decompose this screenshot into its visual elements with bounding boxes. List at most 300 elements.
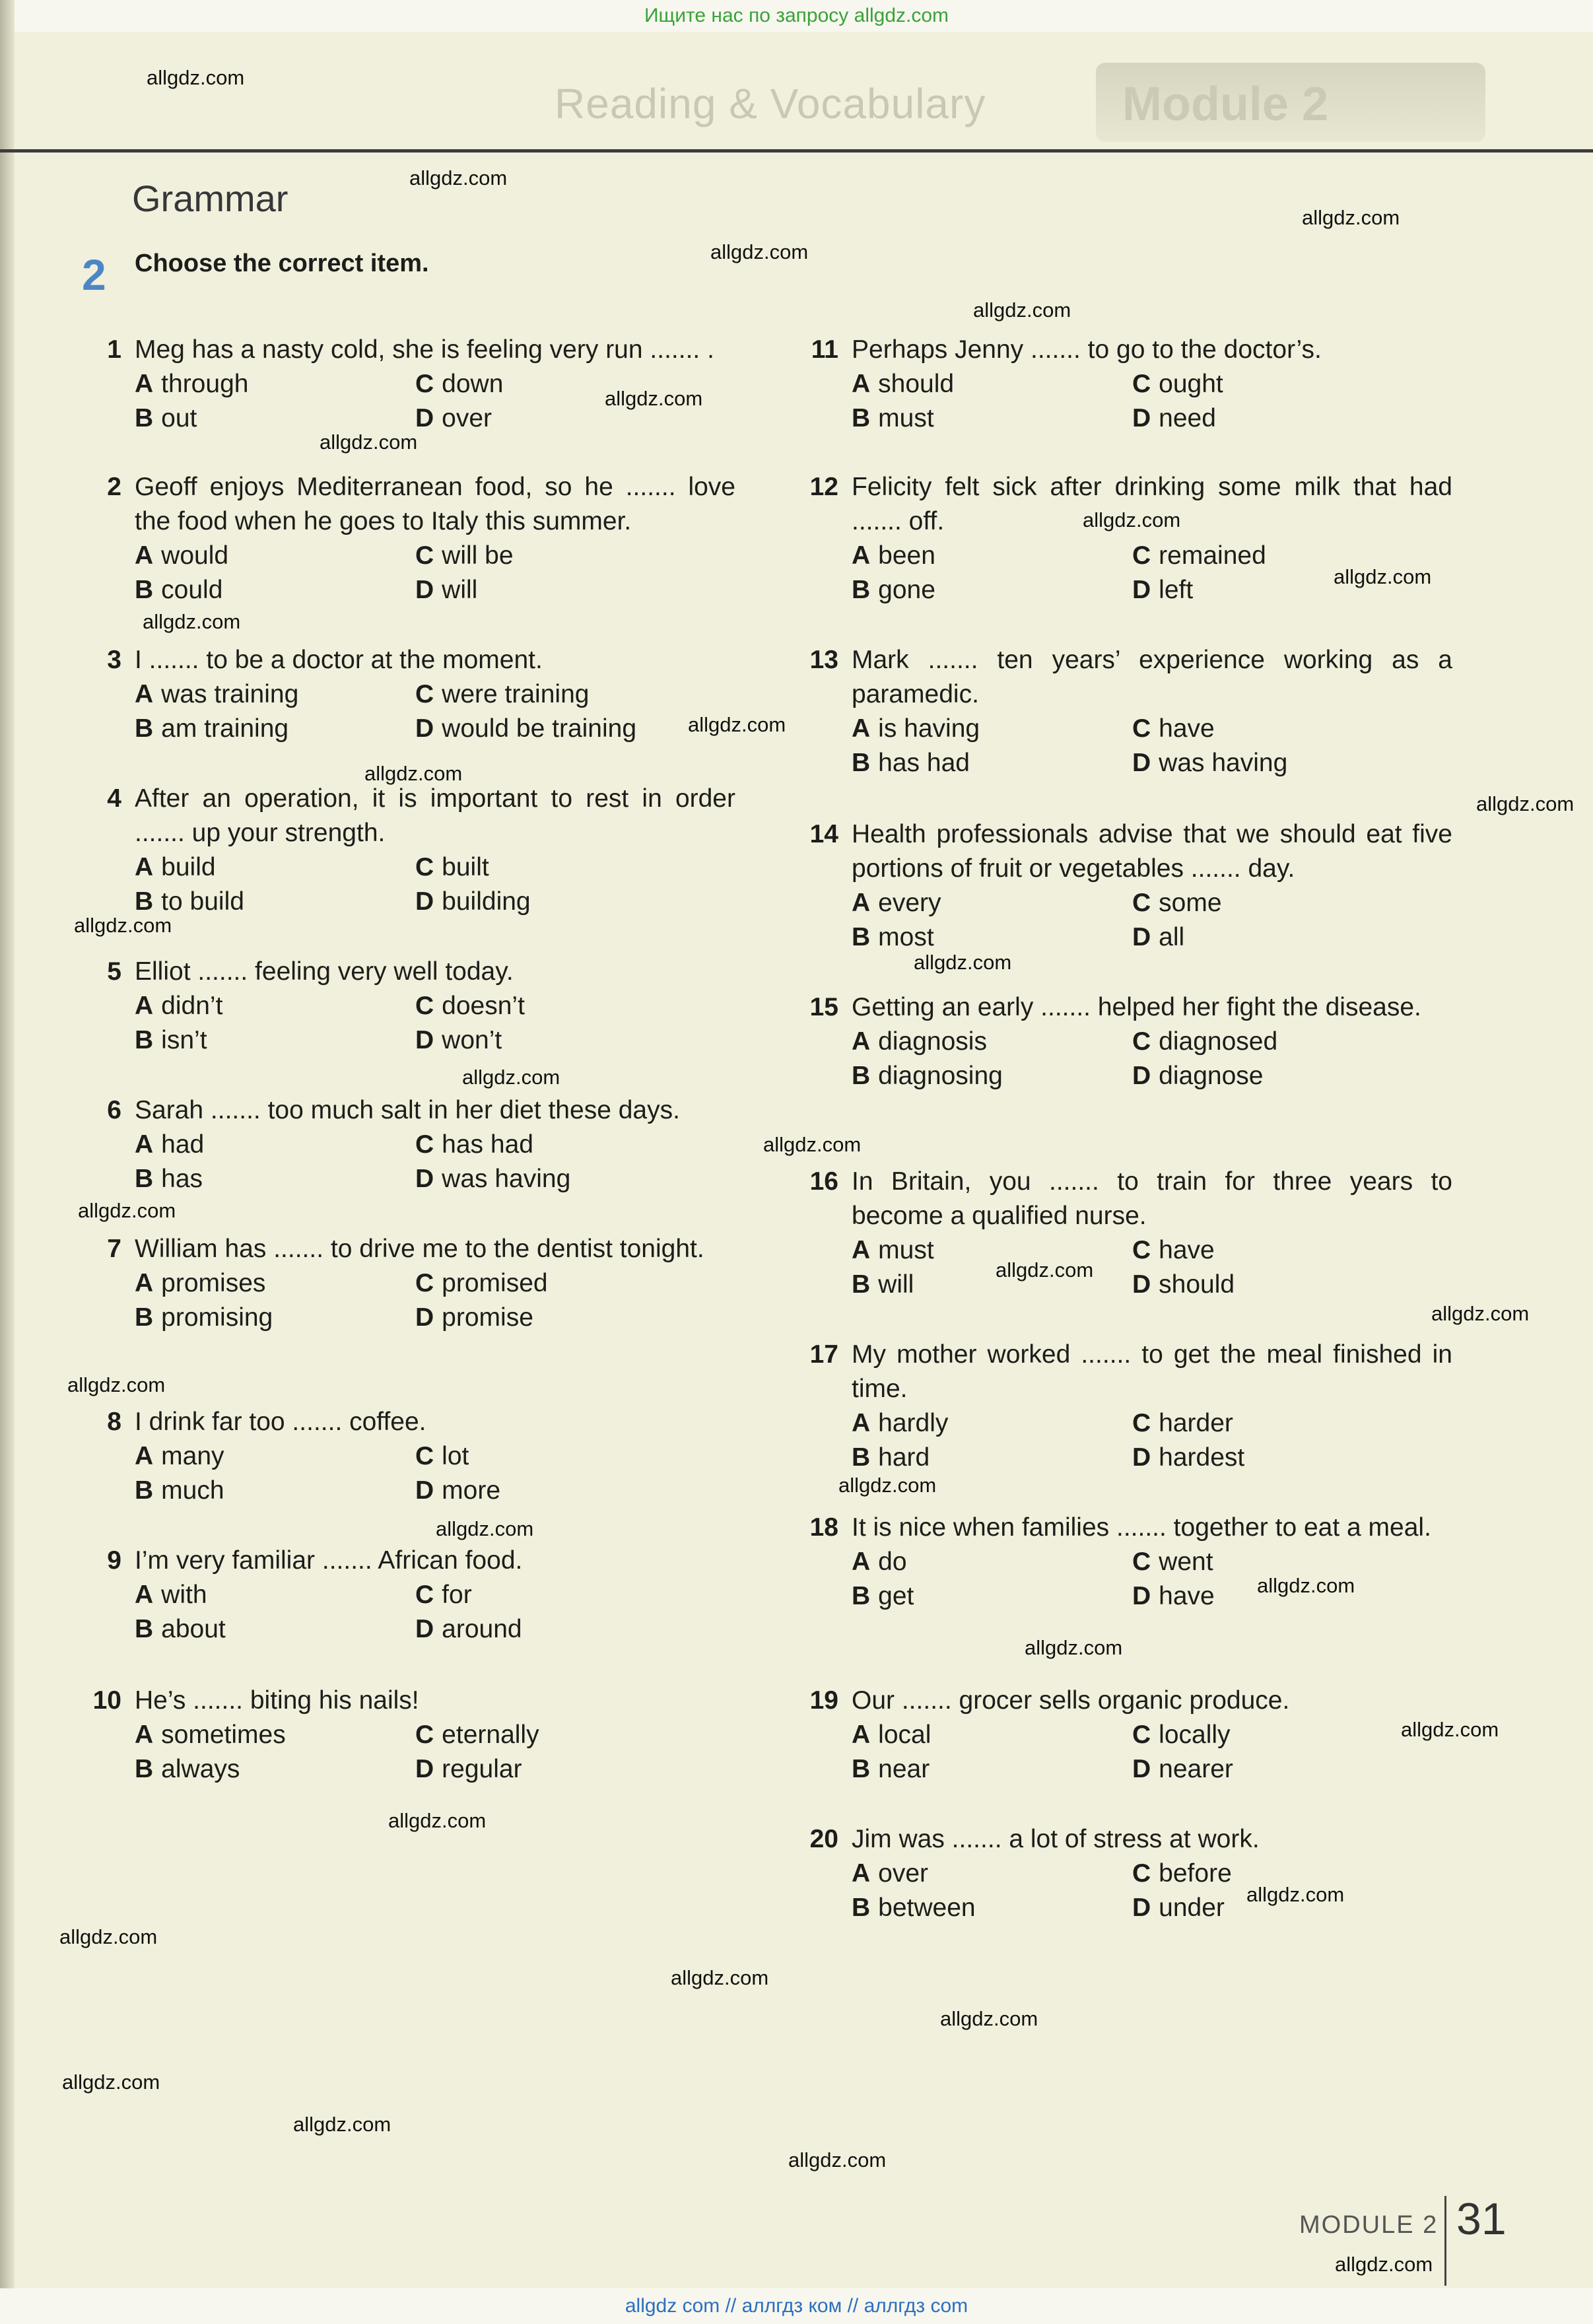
option-text: between [878,1894,976,1922]
question-17 [799,1338,1452,1475]
bleed-through-heading: Reading & Vocabulary [555,80,986,127]
option-b[interactable] [135,1162,415,1196]
watermark: allgdz.com [293,2113,391,2136]
question-stem: Perhaps Jenny ....... to go to the doctor’s. [852,335,1322,364]
option-letter: D [415,714,434,743]
option-a[interactable] [135,850,415,885]
option-text: down [442,370,504,398]
option-text: promises [161,1269,266,1297]
option-a[interactable] [852,1718,1132,1752]
option-letter: C [415,1721,434,1749]
footer-module-label: MODULE 2 [1299,2211,1439,2239]
option-text: some [1159,889,1222,917]
option-letter: D [415,1303,434,1332]
question-7 [82,1232,735,1335]
option-letter: B [135,1303,154,1332]
option-letter: B [135,1755,154,1783]
option-text: every [878,889,941,917]
question-number: 7 [107,1235,121,1263]
option-letter: B [135,887,154,916]
option-text: had [161,1130,205,1159]
option-letter: A [852,1548,871,1576]
option-letter: A [852,1027,871,1056]
option-letter: D [1132,923,1151,951]
answer-options [852,886,1452,955]
question-number: 5 [107,957,121,986]
option-c[interactable] [1132,1025,1462,1059]
option-c[interactable] [415,850,745,885]
page-spine-shadow [0,0,15,2324]
option-text: over [442,404,492,432]
option-text: was having [442,1165,571,1193]
option-a[interactable] [852,1545,1132,1579]
option-text: to build [161,887,244,916]
option-a[interactable] [852,1857,1132,1891]
option-letter: C [1132,1859,1151,1888]
question-number: 11 [811,335,838,364]
question-number: 9 [107,1546,121,1575]
watermark: allgdz.com [143,610,241,633]
question-1 [82,333,735,436]
option-text: sometimes [161,1721,286,1749]
option-b[interactable] [135,1474,415,1508]
option-text: gone [878,576,935,604]
option-letter: D [1132,1894,1151,1922]
question-stem: William has ....... to drive me to the dentist tonight. [135,1235,704,1263]
option-letter: D [415,576,434,604]
option-d[interactable] [1132,1441,1462,1475]
option-letter: A [852,1236,871,1264]
option-d[interactable] [1132,746,1462,780]
question-stem: I drink far too ....... coffee. [135,1408,426,1436]
option-letter: B [852,404,871,432]
question-8 [82,1405,735,1508]
option-letter: D [1132,749,1151,777]
option-letter: B [852,576,871,604]
watermark: allgdz.com [62,2070,160,2094]
question-number: 17 [809,1340,838,1369]
question-number: 19 [809,1686,838,1715]
option-letter: B [852,923,871,951]
question-9 [82,1544,735,1647]
question-stem: Mark ....... ten years’ experience working as a paramedic. [852,646,1452,708]
question-stem: I ....... to be a doctor at the moment. [135,646,543,674]
option-letter: B [852,1270,871,1299]
option-text: been [878,541,935,570]
question-number: 6 [107,1096,121,1124]
option-c[interactable] [415,1266,745,1301]
option-d[interactable] [415,1752,745,1787]
watermark: allgdz.com [1246,1883,1345,1906]
watermark: allgdz.com [788,2148,887,2171]
option-letter: D [415,1026,434,1054]
option-text: were training [442,680,590,708]
option-letter: A [135,370,154,398]
question-11 [799,333,1452,436]
option-text: get [878,1582,914,1610]
watermark: allgdz.com [1335,2253,1433,2276]
option-text: promise [442,1303,533,1332]
option-text: around [442,1615,522,1643]
question-number: 12 [809,473,838,501]
option-letter: A [135,1581,154,1609]
option-text: harder [1159,1409,1233,1437]
option-d[interactable] [415,1023,745,1058]
option-b[interactable] [852,1441,1132,1475]
option-letter: B [135,404,154,432]
option-d[interactable] [1132,1752,1462,1787]
watermark: allgdz.com [59,1925,158,1948]
watermark: allgdz.com [320,430,418,454]
option-text: hardest [1159,1443,1245,1472]
answer-options [852,1857,1452,1925]
option-a[interactable] [135,989,415,1023]
answer-options [852,1718,1452,1787]
question-number: 18 [809,1513,838,1542]
option-text: building [442,887,531,916]
option-letter: B [135,1615,154,1643]
option-text: went [1159,1548,1213,1576]
question-stem: Getting an early ....... helped her fight the disease. [852,993,1421,1021]
option-letter: A [135,992,154,1020]
option-text: isn’t [161,1026,207,1054]
option-letter: B [852,1582,871,1610]
option-text: regular [442,1755,522,1783]
option-b[interactable] [135,712,415,746]
question-number: 8 [107,1408,121,1436]
option-b[interactable] [135,1612,415,1647]
option-letter: A [852,1409,871,1437]
option-text: have [1159,1236,1215,1264]
watermark: allgdz.com [1025,1636,1123,1659]
option-d[interactable] [1132,401,1462,436]
option-letter: C [1132,889,1151,917]
question-stem: After an operation, it is important to rest in order ....... up your strength. [135,784,735,847]
option-d[interactable] [1132,920,1462,955]
option-text: could [161,576,223,604]
option-a[interactable] [852,712,1132,746]
option-text: was training [161,680,299,708]
option-text: diagnosing [878,1062,1003,1090]
option-letter: A [852,541,871,570]
option-text: am training [161,714,289,743]
option-d[interactable] [415,1612,745,1647]
question-18 [799,1511,1452,1614]
option-text: do [878,1548,907,1576]
question-10 [82,1684,735,1787]
option-letter: A [135,1442,154,1470]
question-stem: Elliot ....... feeling very well today. [135,957,514,986]
watermark: allgdz.com [838,1474,937,1497]
question-number: 13 [809,646,838,674]
option-c[interactable] [415,989,745,1023]
answer-options [852,1025,1452,1093]
question-number: 16 [809,1167,838,1196]
option-letter: D [1132,1062,1151,1090]
answer-options [852,367,1452,436]
option-letter: D [415,1615,434,1643]
watermark: allgdz.com [436,1517,534,1540]
question-stem: My mother worked ....... to get the meal finished in time. [852,1340,1452,1403]
option-letter: D [415,1755,434,1783]
option-letter: C [1132,1236,1151,1264]
option-text: diagnosed [1159,1027,1278,1056]
option-b[interactable] [852,920,1132,955]
option-c[interactable] [1132,712,1462,746]
option-b[interactable] [135,1752,415,1787]
watermark: allgdz.com [462,1066,560,1089]
answer-options [135,850,735,919]
option-a[interactable] [135,1128,415,1162]
option-a[interactable] [135,1266,415,1301]
option-letter: D [1132,576,1151,604]
page-number: 31 [1456,2194,1507,2244]
option-a[interactable] [135,1718,415,1752]
watermark: allgdz.com [1302,206,1400,229]
option-text: lot [442,1442,469,1470]
watermark: allgdz.com [1401,1718,1499,1741]
answer-options [852,1233,1452,1302]
option-text: many [161,1442,224,1470]
option-letter: A [852,1859,871,1888]
watermark: allgdz.com [74,914,172,937]
option-letter: A [852,1721,871,1749]
question-2 [82,470,735,607]
option-letter: D [415,1476,434,1505]
watermark: allgdz.com [605,387,703,410]
option-text: didn’t [161,992,223,1020]
option-text: would be training [442,714,637,743]
option-d[interactable] [1132,1059,1462,1093]
question-number: 10 [92,1686,121,1715]
option-letter: B [852,749,871,777]
option-text: all [1159,923,1185,951]
question-number: 14 [809,820,838,848]
option-letter: A [135,680,154,708]
option-text: out [161,404,197,432]
option-c[interactable] [415,1439,745,1474]
option-text: will be [442,541,514,570]
option-a[interactable] [135,1439,415,1474]
option-a[interactable] [135,539,415,573]
watermark: allgdz.com [409,166,508,189]
watermark: allgdz.com [1431,1302,1530,1325]
watermark: allgdz.com [78,1199,176,1222]
question-stem: Our ....... grocer sells organic produce. [852,1686,1290,1715]
watermark: allgdz.com [1257,1574,1355,1597]
option-a[interactable] [852,1025,1132,1059]
answer-options [852,1545,1452,1614]
option-text: was having [1159,749,1288,777]
option-c[interactable] [1132,367,1462,401]
question-number: 4 [107,784,121,813]
answer-options [135,1718,735,1787]
option-letter: D [1132,404,1151,432]
question-stem: He’s ....... biting his nails! [135,1686,419,1715]
top-banner[interactable]: Ищите нас по запросу allgdz.com [0,0,1593,32]
option-letter: C [1132,1548,1151,1576]
option-text: build [161,853,216,881]
option-text: won’t [442,1026,502,1054]
option-text: hardly [878,1409,949,1437]
option-d[interactable] [415,573,745,607]
question-number: 3 [107,646,121,674]
option-letter: B [135,1026,154,1054]
option-letter: D [1132,1443,1151,1472]
header-rule [0,149,1593,153]
option-letter: C [1132,1721,1151,1749]
option-text: more [442,1476,501,1505]
option-letter: A [135,853,154,881]
watermark: allgdz.com [973,298,1071,322]
answer-options [135,677,735,746]
option-letter: C [415,1130,434,1159]
watermark: allgdz.com [940,2007,1038,2030]
option-letter: C [415,1581,434,1609]
option-letter: C [1132,370,1151,398]
option-letter: D [415,887,434,916]
watermark: allgdz.com [1476,792,1575,815]
option-a[interactable] [852,367,1132,401]
option-c[interactable] [415,1578,745,1612]
option-b[interactable] [135,573,415,607]
option-a[interactable] [135,1578,415,1612]
option-d[interactable] [415,885,745,919]
option-text: promising [161,1303,273,1332]
answer-options [135,1128,735,1196]
option-letter: B [852,1755,871,1783]
option-text: remained [1159,541,1266,570]
option-text: for [442,1581,472,1609]
question-16 [799,1165,1452,1302]
option-letter: B [135,1165,154,1193]
answer-options [852,1406,1452,1475]
option-letter: A [852,889,871,917]
option-text: should [1159,1270,1235,1299]
option-text: must [878,404,934,432]
option-b[interactable] [852,1579,1132,1614]
option-c[interactable] [415,1128,745,1162]
exercise-instruction: Choose the correct item. [135,250,429,277]
option-b[interactable] [852,1891,1132,1925]
option-c[interactable] [1132,886,1462,920]
question-stem: Jim was ....... a lot of stress at work. [852,1825,1260,1853]
exercise-number: 2 [82,250,106,299]
answer-options [135,539,735,607]
question-stem: In Britain, you ....... to train for three years to become a qualified nurse. [852,1167,1452,1230]
question-stem: Geoff enjoys Mediterranean food, so he ....... love the food when he goes to Italy this summer. [135,473,735,535]
footer-divider [1444,2196,1446,2286]
option-text: left [1159,576,1194,604]
option-letter: C [415,1442,434,1470]
option-b[interactable] [852,746,1132,780]
option-d[interactable] [415,1162,745,1196]
option-c[interactable] [1132,1406,1462,1441]
question-stem: It is nice when families ....... together to eat a meal. [852,1513,1431,1542]
question-number: 20 [809,1825,838,1853]
option-b[interactable] [852,573,1132,607]
option-letter: A [135,1130,154,1159]
option-text: about [161,1615,226,1643]
watermark: allgdz.com [1083,508,1181,531]
option-text: has had [442,1130,533,1159]
option-b[interactable] [135,885,415,919]
question-14 [799,817,1452,955]
option-c[interactable] [415,677,745,712]
bleed-through-module-label: Module 2 [1122,78,1329,131]
option-b[interactable] [135,1023,415,1058]
watermark: allgdz.com [710,240,809,263]
question-15 [799,990,1452,1093]
option-text: with [161,1581,207,1609]
option-text: eternally [442,1721,539,1749]
option-c[interactable] [1132,1233,1462,1268]
question-number: 2 [107,473,121,501]
question-stem: I’m very familiar ....... African food. [135,1546,523,1575]
option-text: locally [1159,1721,1231,1749]
option-a[interactable] [852,886,1132,920]
answer-options [852,712,1452,780]
question-6 [82,1093,735,1196]
bleed-through-module-box [1096,63,1485,142]
option-a[interactable] [135,367,415,401]
option-text: near [878,1755,930,1783]
answer-options [135,989,735,1058]
option-letter: B [135,1476,154,1505]
question-number: 1 [107,335,121,364]
option-letter: B [135,714,154,743]
option-b[interactable] [852,1059,1132,1093]
question-stem: Sarah ....... too much salt in her diet these days. [135,1096,680,1124]
watermark: allgdz.com [763,1133,862,1156]
question-13 [799,643,1452,780]
option-letter: B [135,576,154,604]
option-letter: C [415,541,434,570]
question-19 [799,1684,1452,1787]
option-text: would [161,541,229,570]
watermark: allgdz.com [688,713,786,736]
option-d[interactable] [415,1474,745,1508]
option-b[interactable] [852,1752,1132,1787]
option-d[interactable] [1132,1268,1462,1302]
option-a[interactable] [852,1406,1132,1441]
option-letter: B [852,1062,871,1090]
option-a[interactable] [852,539,1132,573]
option-c[interactable] [415,1718,745,1752]
option-letter: D [1132,1755,1151,1783]
option-b[interactable] [852,401,1132,436]
bottom-banner[interactable]: allgdz com // аллгдз ком // аллгдз com [0,2288,1593,2324]
option-b[interactable] [135,1301,415,1335]
watermark: allgdz.com [147,66,245,89]
option-letter: B [852,1894,871,1922]
option-d[interactable] [415,1301,745,1335]
option-text: has had [878,749,970,777]
option-c[interactable] [415,539,745,573]
option-letter: D [415,1165,434,1193]
option-text: over [878,1859,929,1888]
option-letter: A [852,714,871,743]
option-letter: C [415,853,434,881]
watermark: allgdz.com [388,1809,487,1832]
option-letter: B [852,1443,871,1472]
option-letter: A [135,1269,154,1297]
option-letter: A [135,541,154,570]
option-a[interactable] [135,677,415,712]
option-text: is having [878,714,980,743]
question-20 [799,1822,1452,1925]
option-text: always [161,1755,240,1783]
